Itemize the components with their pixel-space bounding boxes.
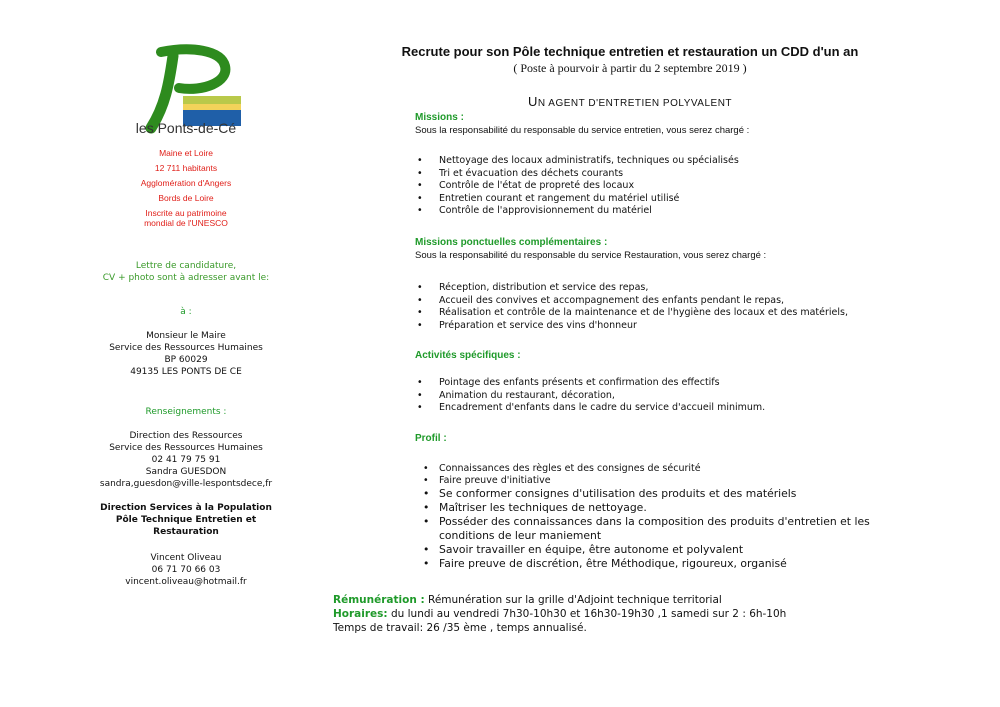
list-item: • Savoir travailler en équipe, être autonome et polyvalent [415, 543, 915, 557]
info-label: Renseignements : [145, 407, 227, 417]
address-line: 49135 LES PONTS DE CE [130, 367, 242, 377]
job-title [330, 94, 930, 109]
list-item: • Faire preuve de discrétion, être Méthodique, rigoureux, organisé [415, 557, 915, 571]
offer-title: Recrute pour son Pôle technique entretien et restauration un CDD d'un an [401, 44, 859, 59]
fact-line: Inscrite au patrimoine [145, 208, 227, 218]
remuneration-label: Rémunération : [333, 594, 425, 606]
list-item: • Réalisation et contrôle de la maintenance et de l'hygiène des locaux et des matériels, [415, 307, 848, 320]
list-item: • Entretien courant et rangement du matériel utilisé [415, 193, 739, 206]
temps-travail: Temps de travail: 26 /35 ème , temps annualisé. [333, 622, 587, 634]
missions-list [415, 155, 739, 218]
address-line: BP 60029 [164, 355, 208, 365]
activites-heading: Activités spécifiques : [415, 350, 521, 361]
missions-ponctuelles-list [415, 282, 848, 332]
list-item: • Contrôle de l'approvisionnement du matériel [415, 205, 739, 218]
list-item: • Posséder des connaissances dans la composition des produits d'entretien et les conditions de leur maniement [415, 515, 915, 543]
list-item: • Se conformer consignes d'utilisation des produits et des matériels [415, 487, 915, 501]
fact-line: 12 711 habitants [154, 163, 218, 173]
list-item: • Connaissances des règles et des consignes de sécurité [415, 463, 915, 475]
contact-email: vincent.oliveau@hotmail.fr [125, 577, 247, 587]
list-item: • Faire preuve d'initiative [415, 475, 915, 487]
list-item: • Tri et évacuation des déchets courants [415, 168, 739, 181]
contact-line: Vincent Oliveau [150, 553, 222, 563]
remuneration-text: Rémunération sur la grille d'Adjoint technique territorial [424, 594, 722, 606]
offer-subtitle: ( Poste à pourvoir à partir du 2 septembre 2019 ) [513, 61, 747, 75]
a-label: à : [180, 307, 192, 317]
list-item: • Pointage des enfants présents et confirmation des effectifs [415, 377, 765, 390]
fact-line: mondial de l'UNESCO [144, 218, 228, 228]
list-item: • Encadrement d'enfants dans le cadre du service d'accueil minimum. [415, 402, 765, 415]
list-item: • Maîtriser les techniques de nettoyage. [415, 501, 915, 515]
horaires-text: du lundi au vendredi 7h30-10h30 et 16h30-19h30 ,1 samedi sur 2 : 6h-10h [387, 608, 787, 620]
direction-line: Pôle Technique Entretien et [115, 515, 257, 525]
list-item: • Préparation et service des vins d'honneur [415, 320, 848, 333]
application-line: Lettre de candidature, [135, 261, 237, 271]
fact-line: Maine et Loire [159, 148, 213, 158]
horaires-line [333, 608, 786, 620]
fact-line: Agglomération d'Angers [140, 178, 232, 188]
remuneration-line [333, 594, 722, 606]
missions-heading: Missions : [415, 112, 464, 123]
info-line: Direction des Ressources [129, 431, 243, 441]
job-title-initial: U [527, 94, 538, 109]
list-item: • Accueil des convives et accompagnement des enfants pendant le repas, [415, 295, 848, 308]
horaires-label: Horaires: [333, 608, 388, 620]
fact-line: Bords de Loire [158, 193, 214, 203]
list-item: • Contrôle de l'état de propreté des locaux [415, 180, 739, 193]
direction-line: Direction Services à la Population [100, 503, 272, 513]
missions-ponctuelles-desc: Sous la responsabilité du responsable du service Restauration, vous serez chargé : [415, 250, 767, 261]
profil-list [415, 463, 915, 571]
list-item: • Réception, distribution et service des repas, [415, 282, 848, 295]
activites-list [415, 377, 765, 415]
address-line: Monsieur le Maire [146, 331, 226, 341]
application-line: CV + photo sont à adresser avant le: [102, 273, 270, 283]
info-email: sandra,guesdon@ville-lespontsdece,fr [99, 479, 273, 489]
direction-line: Restauration [153, 527, 219, 537]
profil-heading: Profil : [415, 433, 447, 444]
missions-ponctuelles-heading: Missions ponctuelles complémentaires : [415, 237, 608, 248]
address-line: Service des Ressources Humaines [109, 343, 263, 353]
info-line: Sandra GUESDON [145, 467, 227, 477]
missions-desc: Sous la responsabilité du responsable du service entretien, vous serez chargé : [415, 125, 750, 136]
contact-phone: 06 71 70 66 03 [151, 565, 221, 575]
job-title-rest: N AGENT D'ENTRETIEN POLYVALENT [537, 98, 733, 109]
info-phone: 02 41 79 75 91 [151, 455, 221, 465]
list-item: • Nettoyage des locaux administratifs, techniques ou spécialisés [415, 155, 739, 168]
list-item: • Animation du restaurant, décoration, [415, 390, 765, 403]
info-line: Service des Ressources Humaines [109, 443, 263, 453]
logo-text: les Ponts-de-Cé [135, 120, 237, 136]
